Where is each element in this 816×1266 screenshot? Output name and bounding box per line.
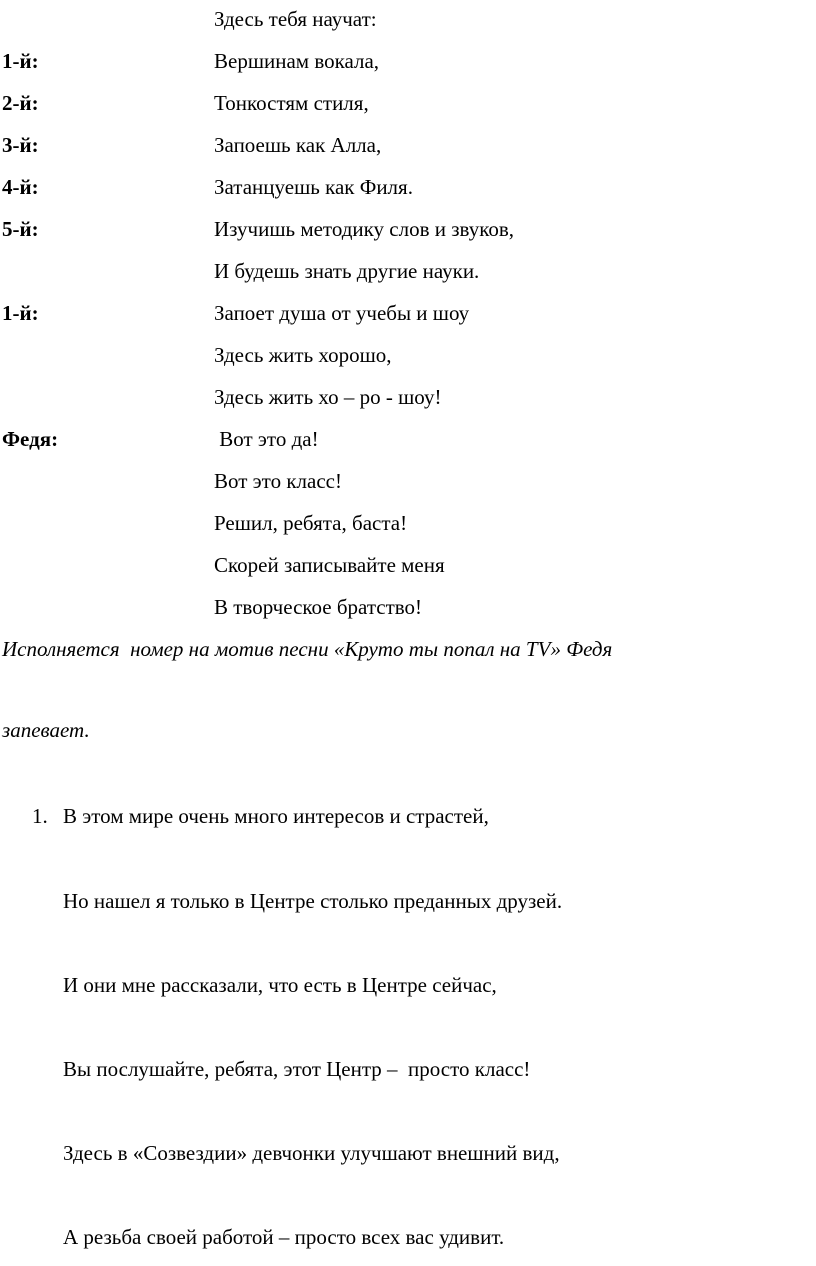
- song-verse-number: 1.: [32, 804, 48, 828]
- dialogue-text: Запоет душа от учебы и шоу: [214, 301, 470, 325]
- dialogue-speaker: 1-й:: [2, 301, 39, 325]
- dialogue-text: Здесь жить хо – ро - шоу!: [214, 385, 442, 409]
- dialogue-text: И будешь знать другие науки.: [214, 259, 480, 283]
- dialogue-text: Запоешь как Алла,: [214, 133, 382, 157]
- dialogue-text: Вот это класс!: [214, 469, 342, 493]
- stage-direction-line: запевает.: [2, 718, 90, 742]
- dialogue-text: Скорей записывайте меня: [214, 553, 445, 577]
- dialogue-text: Здесь тебя научат:: [214, 7, 377, 31]
- dialogue-text: Затанцуешь как Филя.: [214, 175, 413, 199]
- dialogue-text: Здесь жить хорошо,: [214, 343, 392, 367]
- stage-direction-line: Исполняется номер на мотив песни «Круто ты попал на TV» Федя: [2, 637, 613, 661]
- dialogue-speaker: 5-й:: [2, 217, 39, 241]
- dialogue-text: В творческое братство!: [214, 595, 423, 619]
- dialogue-text: Вершинам вокала,: [214, 49, 380, 73]
- song-line: Но нашел я только в Центре столько преданных друзей.: [63, 889, 563, 913]
- dialogue-text: Решил, ребята, баста!: [214, 511, 408, 535]
- dialogue-text: Вот это да!: [214, 427, 319, 451]
- dialogue-speaker: 2-й:: [2, 91, 39, 115]
- dialogue-text: Изучишь методику слов и звуков,: [214, 217, 515, 241]
- song-line: Вы послушайте, ребята, этот Центр – просто класс!: [63, 1057, 531, 1081]
- dialogue-speaker: 3-й:: [2, 133, 39, 157]
- song-line: В этом мире очень много интересов и страстей,: [63, 804, 489, 828]
- dialogue-speaker: 1-й:: [2, 49, 39, 73]
- dialogue-speaker: Федя:: [2, 427, 59, 451]
- song-line: И они мне рассказали, что есть в Центре сейчас,: [63, 973, 497, 997]
- song-line: Здесь в «Созвездии» девчонки улучшают внешний вид,: [63, 1141, 560, 1165]
- dialogue-speaker: 4-й:: [2, 175, 39, 199]
- dialogue-text: Тонкостям стиля,: [214, 91, 369, 115]
- song-line: А резьба своей работой – просто всех вас удивит.: [63, 1225, 505, 1249]
